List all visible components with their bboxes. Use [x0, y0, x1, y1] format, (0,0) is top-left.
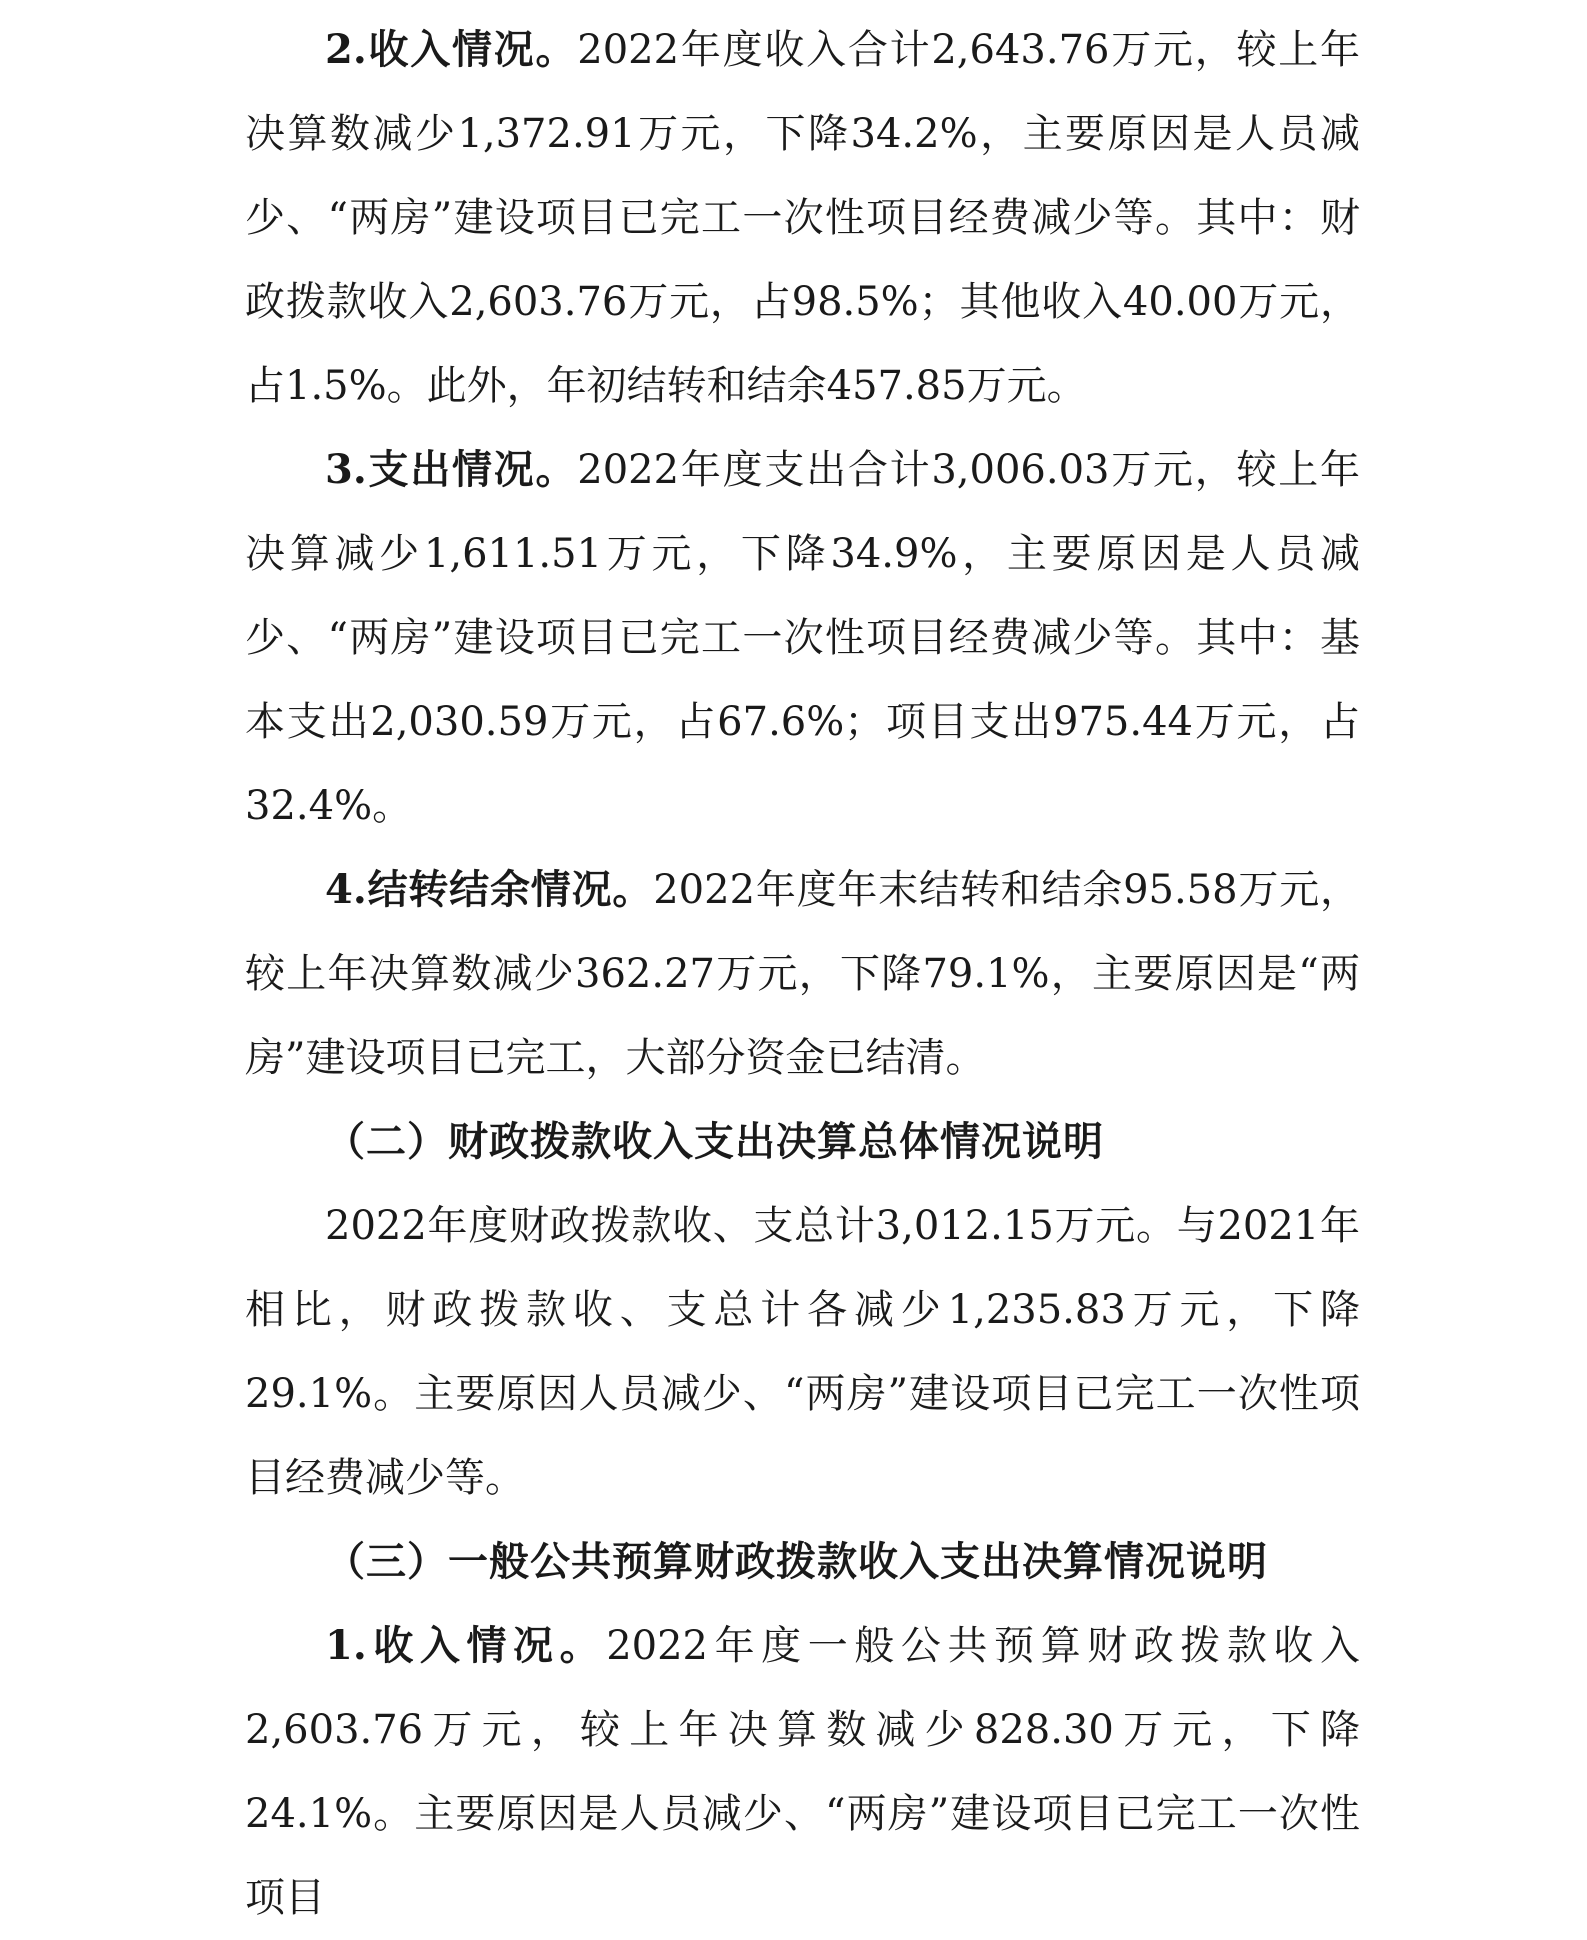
paragraph-text: 2022年度年末结转和结余95.58万元，较上年决算数减少362.27万元，下降79.1%，主要原因是“两房”建设项目已完工，大部分资金已结清。 — [245, 867, 1361, 1081]
paragraph-text: 2022年度一般公共预算财政拨款收入2,603.76万元，较上年决算数减少828.30万元，下降24.1%。主要原因是人员减少、“两房”建设项目已完工一次性项目 — [245, 1623, 1361, 1921]
paragraph-lead: 4.结转结余情况。 — [325, 866, 654, 913]
paragraph-lead: 2.收入情况。 — [325, 26, 578, 73]
paragraph-text: 2022年度财政拨款收、支总计3,012.15万元。与2021年相比，财政拨款收、支总计各减少1,235.83万元，下降29.1%。主要原因人员减少、“两房”建设项目已完工一次性项目经费减少等。 — [245, 1203, 1360, 1501]
paragraph-general-budget-income — [245, 1604, 1360, 1940]
paragraph-income — [245, 8, 1360, 428]
paragraph-fiscal-total — [245, 1184, 1360, 1520]
paragraph-carryover — [245, 848, 1360, 1100]
paragraph-text: 2022年度收入合计2,643.76万元，较上年决算数减少1,372.91万元，下降34.2%，主要原因是人员减少、“两房”建设项目已完工一次性项目经费减少等。其中：财政拨款收入2,603.76万元，占98.5%；其他收入40.00万元，占1.5%。此外，年初结转和结余457.85万元。 — [245, 27, 1360, 409]
paragraph-lead: 3.支出情况。 — [325, 446, 578, 493]
paragraph-text: 2022年度支出合计3,006.03万元，较上年决算减少1,611.51万元，下降34.9%，主要原因是人员减少、“两房”建设项目已完工一次性项目经费减少等。其中：基本支出2,030.59万元，占67.6%；项目支出975.44万元，占32.4%。 — [245, 447, 1360, 829]
section-heading-3: （三）一般公共预算财政拨款收入支出决算情况说明 — [325, 1538, 1268, 1585]
section-heading-2: （二）财政拨款收入支出决算总体情况说明 — [325, 1118, 1104, 1165]
paragraph-expenditure — [245, 428, 1360, 848]
paragraph-lead: 1.收入情况。 — [325, 1622, 607, 1669]
document-page — [245, 8, 1360, 1940]
